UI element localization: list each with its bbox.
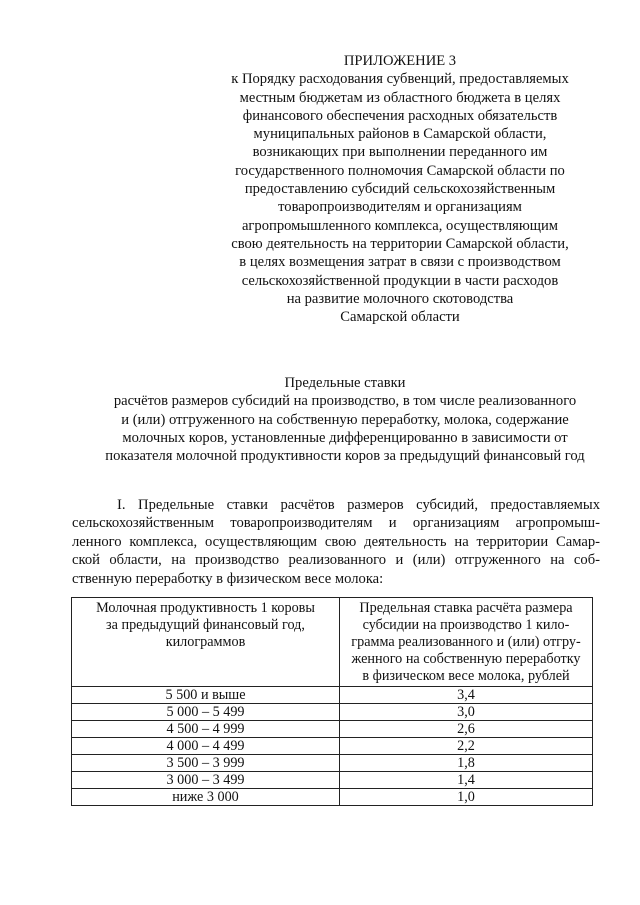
table-row [72, 721, 593, 738]
table-row [72, 789, 593, 806]
rates-table [71, 597, 593, 806]
rates-title-line: расчётов размеров субсидий на производство, в том числе реализованного [113, 393, 577, 410]
appendix-line: в целях возмещения затрат в связи с производством [239, 254, 561, 271]
appendix-line: сельскохозяйственной продукции в части расходов [241, 272, 559, 289]
header-rate [340, 598, 593, 687]
appendix-heading: ПРИЛОЖЕНИЕ 3 [343, 53, 457, 69]
rate-cell: 2,6 [340, 721, 593, 738]
appendix-line: на развитие молочного скотоводства [286, 290, 514, 307]
header-line: субсидии на производство 1 кило- [362, 617, 570, 633]
appendix-line: муниципальных районов в Самарской области, [253, 126, 547, 143]
rates-title-line: и (или) отгруженного на собственную переработку, молока, содержание [121, 411, 569, 428]
header-line: килограммов [165, 634, 246, 650]
appendix-line: товаропроизводителям и организациям [278, 199, 522, 216]
productivity-cell: ниже 3 000 [72, 789, 340, 806]
header-line: грамма реализованного и (или) отгру- [351, 634, 581, 650]
header-line: Предельная ставка расчёта размера [359, 600, 573, 616]
rates-title-heading: Предельные ставки [284, 375, 406, 391]
rates-title-line: молочных коров, установленные дифференцированно в зависимости от [122, 429, 568, 446]
appendix-line: к Порядку расходования субвенций, предоставляемых [231, 71, 569, 88]
header-line: женного на собственную переработку [351, 651, 581, 667]
section-1-paragraph [72, 496, 600, 588]
appendix-line: свою деятельность на территории Самарской области, [231, 235, 569, 252]
productivity-cell: 3 000 – 3 499 [72, 772, 340, 789]
rate-cell: 3,0 [340, 704, 593, 721]
header-line: за предыдущий финансовый год, [106, 617, 305, 633]
appendix-line: местным бюджетам из областного бюджета в целях [239, 89, 561, 106]
paragraph-line: ственную переработку в физическом весе молока: [72, 570, 384, 587]
rate-cell: 1,0 [340, 789, 593, 806]
appendix-line: финансового обеспечения расходных обязательств [242, 107, 558, 124]
appendix-line: Самарской области [340, 309, 460, 326]
rates-title [60, 374, 630, 465]
appendix-line: предоставлению субсидий сельскохозяйственным [244, 181, 556, 198]
productivity-cell: 4 500 – 4 999 [72, 721, 340, 738]
rate-cell: 1,4 [340, 772, 593, 789]
rate-cell: 3,4 [340, 687, 593, 704]
appendix-line: возникающих при выполнении переданного им [252, 144, 548, 161]
productivity-cell: 3 500 – 3 999 [72, 755, 340, 772]
header-line: в физическом весе молока, рублей [362, 668, 570, 684]
header-productivity [72, 598, 340, 687]
productivity-cell: 5 000 – 5 499 [72, 704, 340, 721]
appendix-line: агропромышленного комплекса, осуществляющим [241, 217, 559, 234]
table-row [72, 704, 593, 721]
rate-cell: 2,2 [340, 738, 593, 755]
productivity-cell: 5 500 и выше [72, 687, 340, 704]
rates-title-line: показателя молочной продуктивности коров за предыдущий финансовый год [105, 448, 585, 465]
table-row [72, 772, 593, 789]
paragraph-line: ленного комплекса, осуществляющим свою деятельность на территории Самар- [72, 533, 600, 550]
paragraph-line: I. Предельные ставки расчётов размеров субсидий, предоставляемых [117, 497, 600, 513]
productivity-cell: 4 000 – 4 499 [72, 738, 340, 755]
table-row [72, 738, 593, 755]
appendix-line: государственного полномочия Самарской области по [235, 162, 565, 179]
table-row [72, 687, 593, 704]
header-line: Молочная продуктивность 1 коровы [96, 600, 315, 616]
table-row [72, 755, 593, 772]
appendix-header [205, 52, 595, 326]
rate-cell: 1,8 [340, 755, 593, 772]
table-header-row [72, 598, 593, 687]
paragraph-line: ской области, на производство реализованного и (или) отгруженного на соб- [72, 552, 600, 569]
paragraph-line: сельскохозяйственным товаропроизводителям и организациям агропромыш- [72, 515, 600, 532]
